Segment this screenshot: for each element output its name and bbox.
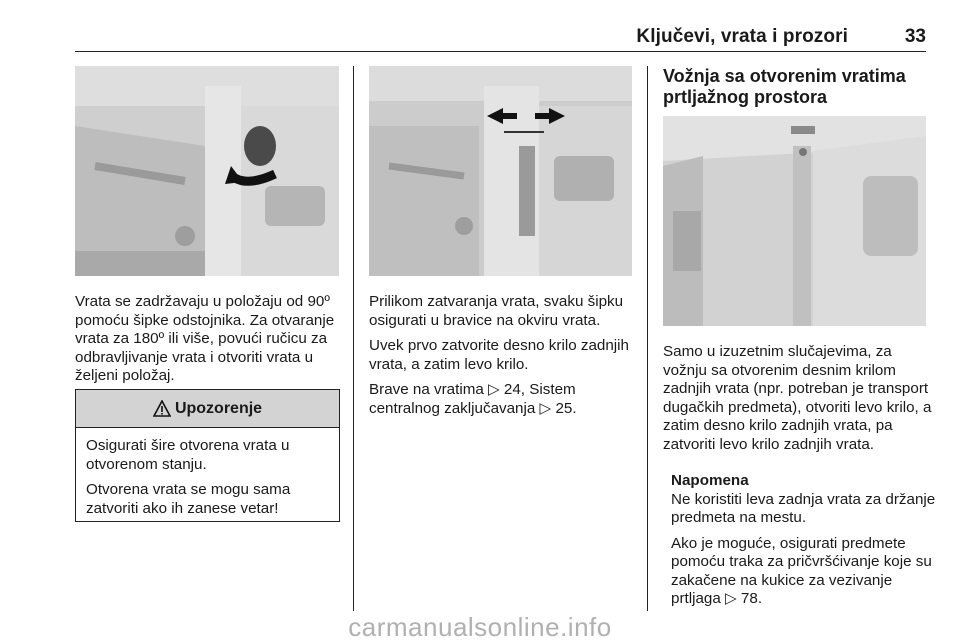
section-title: Vožnja sa otvorenim vratima prtljažnog prostora (663, 66, 906, 107)
chapter-title: Ključevi, vrata i prozori (636, 26, 848, 47)
figure-door-stay-rod (369, 66, 632, 276)
warning-box (75, 389, 340, 522)
door-hold-paragraph: Vrata se zadržavaju u položaju od 90º pomoću šipke odstojnika. Za otvaranje vrata za 180º ili više, povući ručicu za odbravljivanje vrata i otvoriti vrata u željeni položaj. (75, 293, 335, 384)
watermark: carmanualsonline.info (348, 612, 612, 642)
warning-line-2: Otvorena vrata se mogu sama zatvoriti ako ih zanese vetar! (86, 481, 291, 517)
middle-column-text (369, 293, 637, 425)
column-divider-right (647, 66, 648, 611)
figure-rear-doors-open (663, 116, 926, 326)
closing-order-paragraph: Uvek prvo zatvorite desno krilo zadnjih vrata, a zatim levo krilo. (369, 337, 629, 373)
closing-rods-paragraph: Prilikom zatvaranja vrata, svaku šipku osigurati u bravice na okviru vrata. (369, 293, 624, 329)
header-rule (75, 51, 926, 52)
right-column-text (663, 343, 938, 461)
note-paragraph-1: Ne koristiti leva zadnja vrata za držanje predmeta na mestu. (671, 490, 936, 526)
warning-body (76, 428, 339, 518)
warning-triangle-icon (153, 400, 171, 417)
column-divider-left (353, 66, 354, 611)
page-number: 33 (904, 26, 926, 47)
warning-title: Upozorenje (174, 399, 263, 417)
note-block (671, 472, 938, 616)
warning-line-1: Osigurati šire otvorena vrata u otvorenom stanju. (86, 437, 290, 473)
note-paragraph-2: Ako je moguće, osigurati predmete pomoću traka za pričvršćivanje koje su zakačene na kukice za vezivanje prtljaga ▷ 78. (671, 534, 932, 607)
note-title: Napomena (671, 472, 749, 489)
figure-door-release-handle (75, 66, 339, 276)
open-door-driving-paragraph: Samo u izuzetnim slučajevima, za vožnju sa otvorenim desnim krilom zadnjih vrata (npr. potreban je transport dugačkih predmeta), otvoriti levo krilo, a zatim desno krilo zadnjih vrata, pa zatvoriti levo krilo zadnjih vrata. (663, 343, 932, 453)
cross-reference-paragraph: Brave na vratima ▷ 24, Sistem centralnog zaključavanja ▷ 25. (369, 381, 577, 417)
page-header (0, 0, 960, 56)
warning-header (76, 390, 339, 428)
